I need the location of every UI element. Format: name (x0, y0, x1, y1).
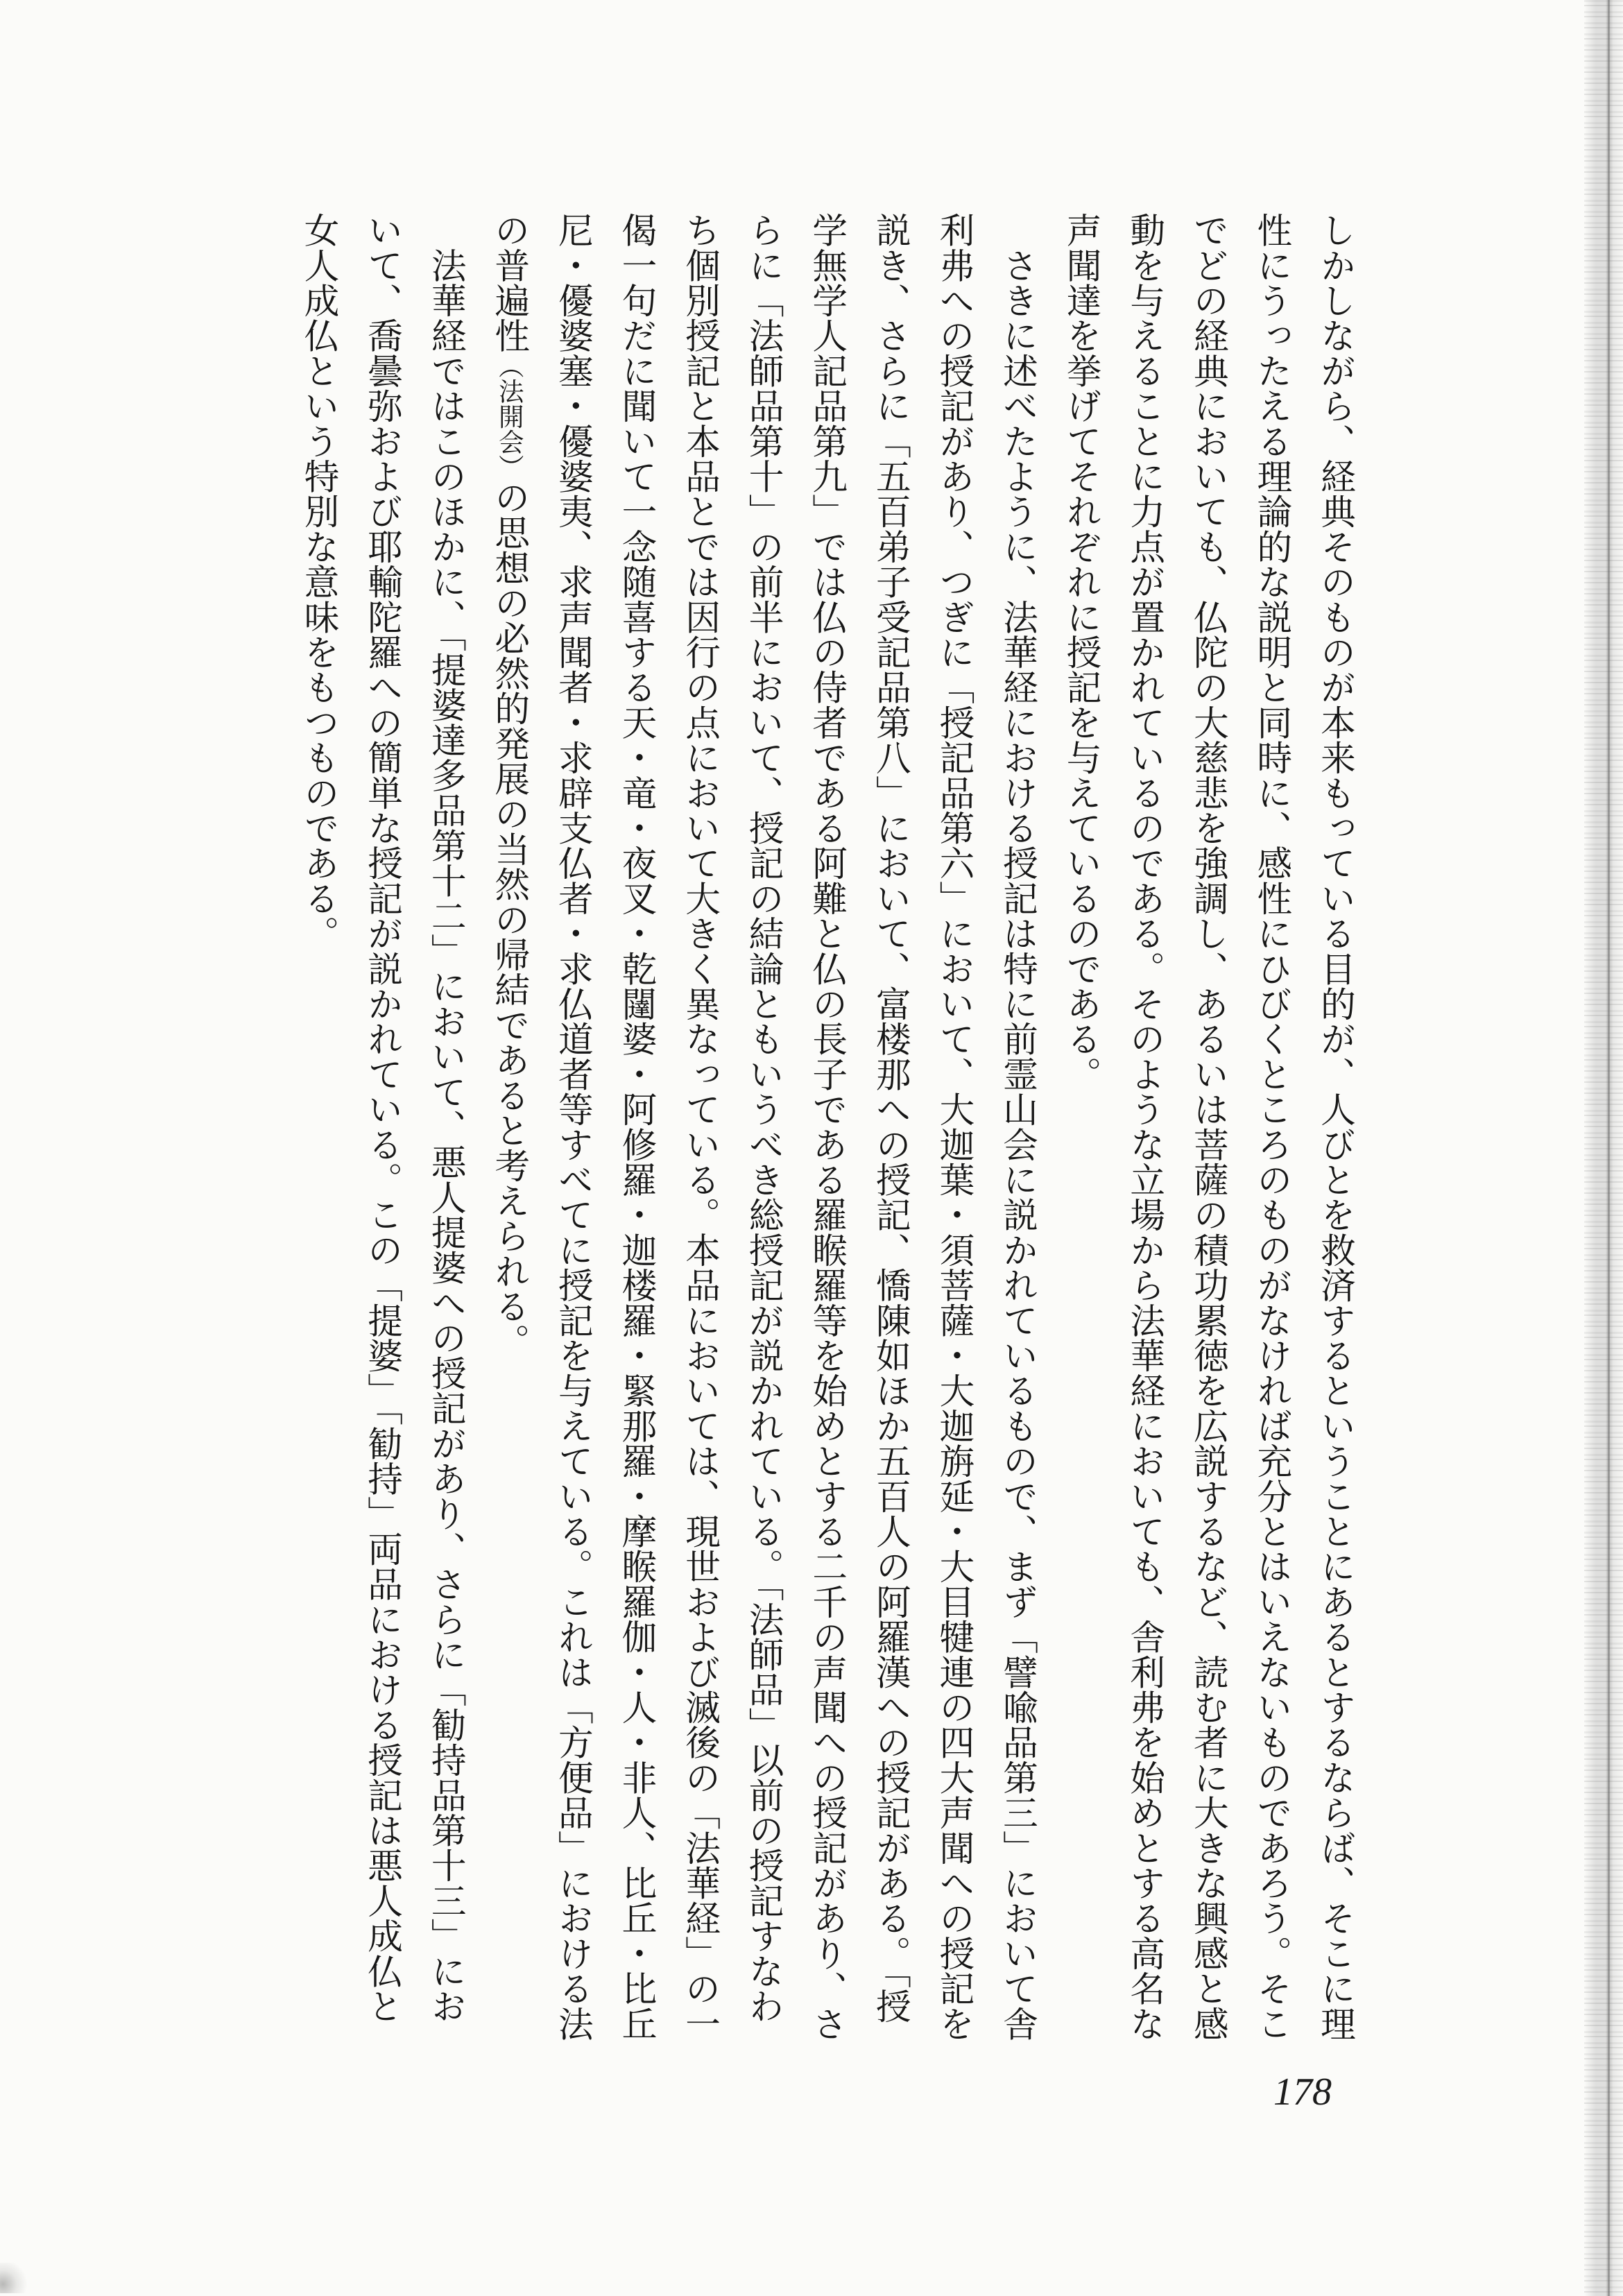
text-column: いて、喬曇弥および耶輸陀羅への簡単な授記が説かれている。この「提婆」「勧持」両品における授記は悪人成仏と (362, 212, 404, 2024)
text-column: 声聞達を挙げてそれぞれに授記を与えているのである。 (1060, 212, 1102, 1092)
page-number: 178 (1273, 2071, 1332, 2114)
text-column: 動を与えることに力点が置かれているのである。そのような立場から法華経においても、舎利弗を始めとする高名な (1124, 212, 1166, 2041)
text-column: さきに述べたように、法華経における授記は特に前霊山会に説かれているもので、まず「譬喩品第三」において舎 (997, 212, 1039, 2041)
text-segment: の普遍性 (489, 212, 531, 353)
text-column: 尼・優婆塞・優婆夷、求声聞者・求辟支仏者・求仏道者等すべてに授記を与えている。これは「方便品」における法 (552, 212, 594, 2041)
text-column (478, 212, 542, 2071)
text-column: 説き、さらに「五百弟子受記品第八」において、富楼那への授記、憍陳如ほか五百人の阿羅漢への授記がある。「授 (870, 212, 911, 2024)
text-column: ち個別授記と本品とでは因行の点において大きく異なっている。本品においては、現世および滅後の「法華経」の一 (680, 212, 721, 2041)
text-column: 利弗への授記があり、つぎに「授記品第六」において、大迦葉・須菩薩・大迦旃延・大目犍連の四大声聞への授記を (934, 212, 975, 2041)
text-segment: の思想の必然的発展の当然の帰結であると考えられる。 (489, 479, 531, 1359)
body-text (286, 212, 1367, 2071)
text-column: 学無学人記品第九」では仏の侍者である阿難と仏の長子である羅睺羅等を始めとする二千の声聞への授記があり、さ (807, 212, 848, 2041)
scan-edge-line (1608, 0, 1610, 2296)
text-column: 偈一句だに聞いて一念随喜する天・竜・夜叉・乾闥婆・阿修羅・迦楼羅・緊那羅・摩睺羅伽・人・非人、比丘・比丘 (616, 212, 658, 2041)
parenthetical-note: （法開会） (495, 352, 525, 480)
text-column: 性にうったえる理論的な説明と同時に、感性にひびくところのものがなければ充分とはいえないものであろう。そこ (1251, 212, 1293, 2041)
text-column: らに「法師品第十」の前半において、授記の結論ともいうべき総授記が説かれている。「法師品」以前の授記すなわ (743, 212, 784, 2024)
scan-edge-noise (1584, 0, 1623, 2296)
text-column: でどの経典においても、仏陀の大慈悲を強調し、あるいは菩薩の積功累徳を広説するなど、読む者に大きな興感と感 (1187, 212, 1229, 2041)
text-column: 女人成仏という特別な意味をもつものである。 (298, 212, 340, 951)
text-column: しかしながら、経典そのものが本来もっている目的が、人びとを救済するということにあるとするならば、そこに理 (1315, 212, 1356, 2041)
scan-corner-smudge (0, 2263, 31, 2293)
text-column: 法華経ではこのほかに、「提婆達多品第十二」において、悪人提婆への授記があり、さらに「勧持品第十三」にお (425, 212, 467, 2024)
